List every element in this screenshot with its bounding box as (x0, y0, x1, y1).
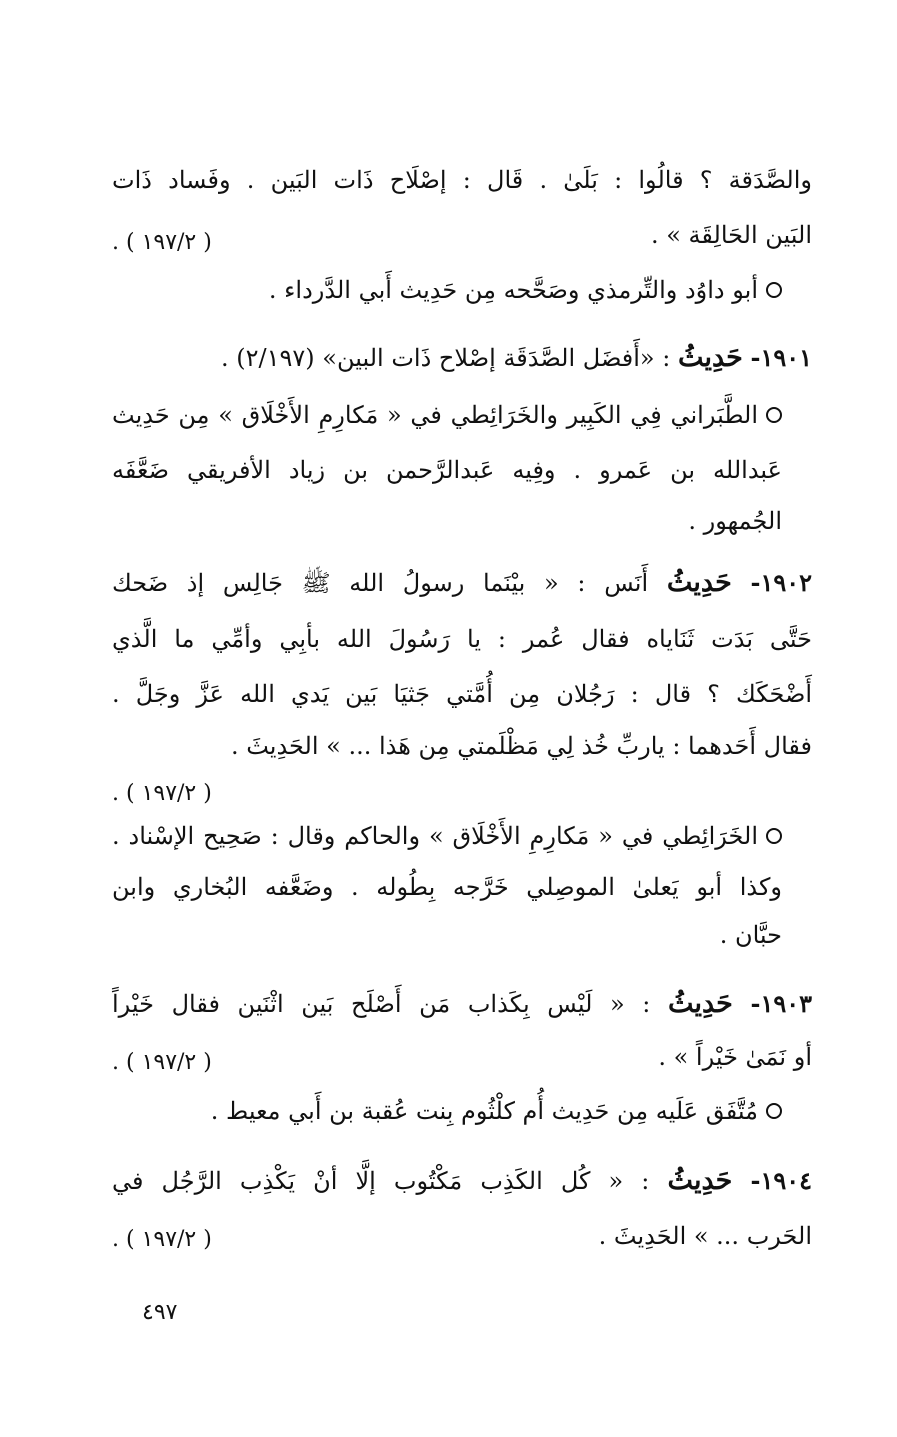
text-span: وكذا أبو يَعلىٰ الموصِلي خَرَّجه بِطُوله . وضَعَّفه البُخاري وابن (112, 873, 782, 901)
hadith-entry-1901 (112, 340, 812, 376)
text-line (112, 1218, 812, 1254)
text-span: الحَرب ... » الحَدِيثَ . (598, 1222, 812, 1250)
hadith-number: ١٩٠٣- (750, 989, 812, 1018)
text-line (112, 162, 812, 198)
hadith-text: : « لَيْس بِكَذاب مَن أَصْلَح بَين اثْنَين فقال خَيْراً (112, 990, 651, 1018)
volume-page-reference: ( ١٩٧/٢ ) . (112, 781, 212, 806)
text-span: الجُمهور . (688, 507, 782, 535)
hadith-text: أَنَس : « بيْنَما رسولُ الله ﷺ جَالِس إذ ضَحك (112, 569, 649, 597)
source-note (112, 818, 782, 854)
text-span: أو نَمَىٰ خَيْراً » . (658, 1043, 812, 1071)
text-line (112, 869, 782, 905)
hadith-heading-word: حَدِيثُ (667, 988, 733, 1019)
source-note (112, 272, 782, 308)
text-span: أبو داوُد والتِّرمذي وصَحَّحه مِن حَدِيث أَبي الدَّرداء . (268, 276, 758, 304)
page-number: ٤٩٧ (142, 1300, 178, 1325)
text-line (112, 676, 812, 712)
source-note (112, 397, 782, 433)
text-line (112, 917, 782, 953)
text-line (112, 452, 782, 488)
text-span: الخَرَائِطي في « مَكارِمِ الأَخْلَاق » والحاكم وقال : صَحِيح الإسْناد . (112, 822, 758, 850)
text-line (112, 621, 812, 657)
text-span: أَضْحَكَك ؟ قال : رَجُلان مِن أُمَّتي جَثيَا بَين يَدي الله عَزَّ وجَلَّ . (112, 680, 812, 708)
hadith-heading-word: حَدِيثُ (677, 342, 743, 373)
text-line (112, 217, 812, 253)
hadith-heading-word: حَدِيثُ (666, 567, 732, 598)
volume-page-reference: ( ١٩٧/٢ ) . (112, 230, 212, 255)
hadith-entry-1903 (112, 986, 812, 1022)
circle-bullet-icon (766, 282, 782, 298)
hadith-number: ١٩٠٢- (750, 568, 812, 597)
text-span: والصَّدَقة ؟ قالُوا : بَلَىٰ . قَال : إصْلَاح ذَات البَين . وفَساد ذَات (112, 166, 812, 194)
hadith-heading-word: حَدِيثُ (667, 1165, 733, 1196)
hadith-number: ١٩٠١- (750, 343, 812, 372)
text-span: مُتَّفَق عَلَيه مِن حَدِيث أُم كلْثُوم بِنت عُقبة بن أَبي معيط . (210, 1097, 758, 1125)
text-span: عَبدالله بن عَمرو . وفِيه عَبدالرَّحمن بن زياد الأفريقي ضَعَّفَه (112, 456, 782, 484)
text-span: الطَّبَراني فِي الكَبِير والخَرَائِطي في « مَكارِمِ الأَخْلَاق » مِن حَدِيث (112, 401, 758, 429)
circle-bullet-icon (766, 407, 782, 423)
text-span: البَين الحَالِقَة » . (650, 221, 812, 249)
text-span: حبَّان . (719, 921, 782, 949)
hadith-text: : « كُل الكَذِب مَكْتُوب إلَّا أنْ يَكْذِب الرَّجُل في (112, 1167, 650, 1195)
hadith-number: ١٩٠٤- (750, 1166, 812, 1195)
text-span: فقال أَحَدهما : ياربِّ خُذ لِي مَظْلَمتي مِن هَذا ... » الحَدِيثَ . (230, 732, 812, 760)
text-line (112, 728, 812, 764)
text-line (112, 1039, 812, 1075)
text-span: حَتَّى بَدَت ثَنَاياه فقال عُمر : يا رَسُولَ الله بأبِي وأمِّي ما الَّذي (112, 625, 812, 653)
source-note (112, 1093, 782, 1129)
circle-bullet-icon (766, 1103, 782, 1119)
text-line (112, 503, 782, 539)
hadith-entry-1904 (112, 1163, 812, 1199)
volume-page-reference: ( ١٩٧/٢ ) . (112, 1050, 212, 1075)
hadith-entry-1902 (112, 565, 812, 601)
volume-page-reference: ( ١٩٧/٢ ) . (112, 1227, 212, 1252)
circle-bullet-icon (766, 828, 782, 844)
hadith-text: : «أَفضَل الصَّدَقَة إصْلاح ذَات البين» (٢/١٩٧) . (221, 344, 671, 372)
